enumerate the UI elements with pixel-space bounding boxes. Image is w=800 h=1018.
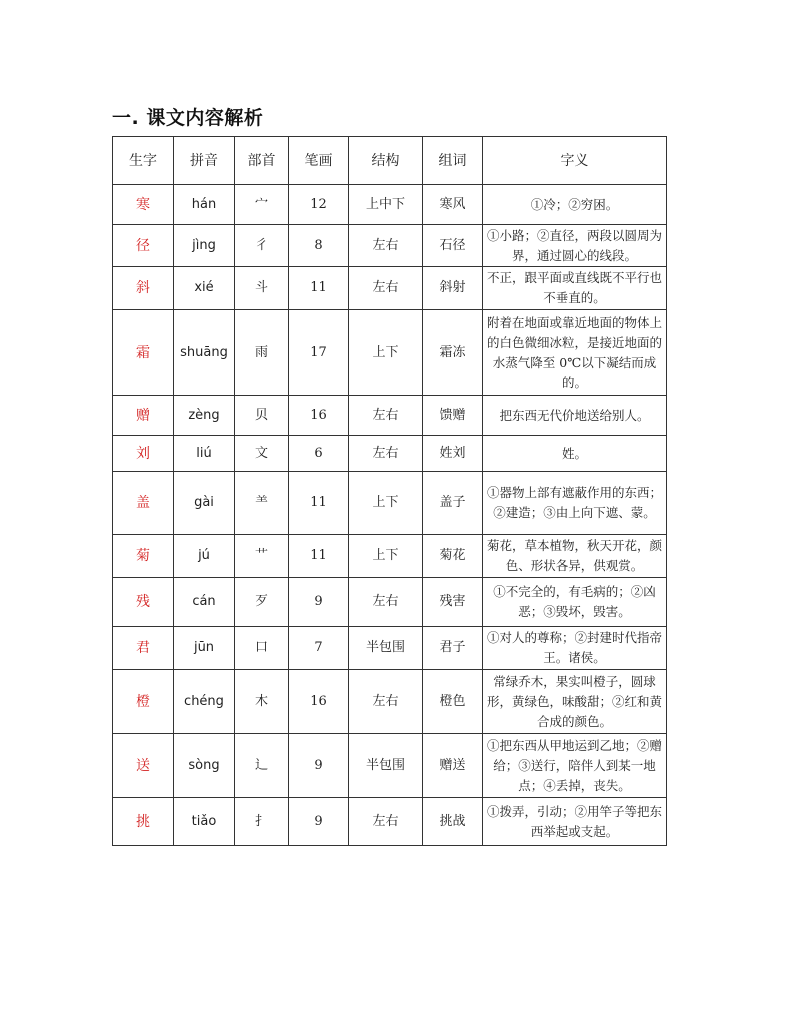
cell-word: 盖子: [423, 472, 483, 535]
cell-pinyin: xié: [174, 267, 235, 310]
section-title: 一. 课文内容解析: [112, 107, 264, 129]
cell-strokes: 11: [289, 472, 349, 535]
cell-char: 挑: [113, 798, 174, 846]
table-row: [113, 798, 667, 846]
cell-radical: 文: [235, 436, 289, 472]
cell-strokes: 6: [289, 436, 349, 472]
cell-structure: 左右: [349, 670, 423, 734]
table-row: [113, 396, 667, 436]
cell-radical: 木: [235, 670, 289, 734]
cell-strokes: 11: [289, 535, 349, 578]
cell-meaning: ①器物上部有遮蔽作用的东西；②建造；③由上向下遮、蒙。: [483, 472, 667, 535]
cell-meaning: ①冷；②穷困。: [483, 185, 667, 225]
cell-radical: 口: [235, 627, 289, 670]
vocabulary-table: [112, 136, 667, 846]
cell-strokes: 12: [289, 185, 349, 225]
cell-meaning: 菊花，草本植物，秋天开花，颜色、形状各异，供观赏。: [483, 535, 667, 578]
cell-pinyin: gài: [174, 472, 235, 535]
cell-meaning: ①不完全的，有毛病的；②凶恶；③毁坏，毁害。: [483, 578, 667, 627]
cell-char: 刘: [113, 436, 174, 472]
cell-pinyin: hán: [174, 185, 235, 225]
cell-radical: 艹: [235, 535, 289, 578]
cell-radical: 扌: [235, 798, 289, 846]
cell-char: 斜: [113, 267, 174, 310]
header-structure: 结构: [349, 137, 423, 185]
cell-meaning: ①拨弄，引动；②用竿子等把东西举起或支起。: [483, 798, 667, 846]
cell-word: 石径: [423, 225, 483, 267]
cell-strokes: 9: [289, 798, 349, 846]
cell-word: 霜冻: [423, 310, 483, 396]
cell-char: 径: [113, 225, 174, 267]
cell-word: 挑战: [423, 798, 483, 846]
cell-strokes: 9: [289, 578, 349, 627]
cell-strokes: 16: [289, 670, 349, 734]
cell-char: 霜: [113, 310, 174, 396]
cell-pinyin: liú: [174, 436, 235, 472]
cell-radical: 雨: [235, 310, 289, 396]
cell-strokes: 9: [289, 734, 349, 798]
cell-radical: 贝: [235, 396, 289, 436]
cell-strokes: 8: [289, 225, 349, 267]
cell-meaning: ①把东西从甲地运到乙地；②赠给；③送行，陪伴人到某一地点；④丢掉，丧失。: [483, 734, 667, 798]
table-row: [113, 472, 667, 535]
cell-word: 菊花: [423, 535, 483, 578]
cell-structure: 上下: [349, 310, 423, 396]
table-row: [113, 734, 667, 798]
cell-pinyin: zèng: [174, 396, 235, 436]
cell-char: 送: [113, 734, 174, 798]
cell-meaning: 常绿乔木，果实叫橙子，圆球形，黄绿色，味酸甜；②红和黄合成的颜色。: [483, 670, 667, 734]
cell-structure: 左右: [349, 225, 423, 267]
table-row: [113, 436, 667, 472]
cell-radical: 辶: [235, 734, 289, 798]
cell-structure: 上中下: [349, 185, 423, 225]
header-radical: 部首: [235, 137, 289, 185]
cell-structure: 左右: [349, 396, 423, 436]
cell-char: 橙: [113, 670, 174, 734]
header-strokes: 笔画: [289, 137, 349, 185]
cell-structure: 左右: [349, 267, 423, 310]
cell-radical: 斗: [235, 267, 289, 310]
cell-char: 盖: [113, 472, 174, 535]
header-pinyin: 拼音: [174, 137, 235, 185]
table-row: [113, 670, 667, 734]
cell-word: 斜射: [423, 267, 483, 310]
cell-strokes: 7: [289, 627, 349, 670]
table-row: [113, 535, 667, 578]
cell-char: 君: [113, 627, 174, 670]
cell-word: 赠送: [423, 734, 483, 798]
table-row: [113, 627, 667, 670]
cell-meaning: ①小路；②直径，两段以圆周为界，通过圆心的线段。: [483, 225, 667, 267]
header-row: [113, 137, 667, 185]
cell-strokes: 17: [289, 310, 349, 396]
cell-radical: ⺷: [235, 472, 289, 535]
cell-pinyin: sòng: [174, 734, 235, 798]
cell-meaning: 姓。: [483, 436, 667, 472]
cell-char: 残: [113, 578, 174, 627]
cell-word: 姓刘: [423, 436, 483, 472]
header-char: 生字: [113, 137, 174, 185]
cell-structure: 左右: [349, 578, 423, 627]
cell-char: 寒: [113, 185, 174, 225]
cell-radical: 彳: [235, 225, 289, 267]
cell-pinyin: cán: [174, 578, 235, 627]
cell-pinyin: chéng: [174, 670, 235, 734]
cell-structure: 左右: [349, 436, 423, 472]
cell-pinyin: tiǎo: [174, 798, 235, 846]
cell-strokes: 16: [289, 396, 349, 436]
cell-word: 君子: [423, 627, 483, 670]
cell-structure: 上下: [349, 472, 423, 535]
cell-meaning: ①对人的尊称；②封建时代指帝王。诸侯。: [483, 627, 667, 670]
cell-meaning: 把东西无代价地送给别人。: [483, 396, 667, 436]
table-row: [113, 310, 667, 396]
cell-strokes: 11: [289, 267, 349, 310]
cell-pinyin: jìng: [174, 225, 235, 267]
cell-radical: 宀: [235, 185, 289, 225]
cell-char: 赠: [113, 396, 174, 436]
cell-structure: 上下: [349, 535, 423, 578]
cell-structure: 半包围: [349, 627, 423, 670]
cell-structure: 半包围: [349, 734, 423, 798]
header-meaning: 字义: [483, 137, 667, 185]
cell-word: 橙色: [423, 670, 483, 734]
header-word: 组词: [423, 137, 483, 185]
cell-pinyin: shuāng: [174, 310, 235, 396]
cell-word: 寒风: [423, 185, 483, 225]
table-row: [113, 578, 667, 627]
cell-char: 菊: [113, 535, 174, 578]
cell-pinyin: jūn: [174, 627, 235, 670]
cell-meaning: 附着在地面或靠近地面的物体上的白色微细冰粒，是接近地面的水蒸气降至 0℃以下凝结而成的。: [483, 310, 667, 396]
cell-word: 馈赠: [423, 396, 483, 436]
table-row: [113, 185, 667, 225]
table-row: [113, 267, 667, 310]
table-row: [113, 225, 667, 267]
cell-pinyin: jú: [174, 535, 235, 578]
cell-radical: 歹: [235, 578, 289, 627]
cell-structure: 左右: [349, 798, 423, 846]
cell-word: 残害: [423, 578, 483, 627]
cell-meaning: 不正，跟平面或直线既不平行也不垂直的。: [483, 267, 667, 310]
